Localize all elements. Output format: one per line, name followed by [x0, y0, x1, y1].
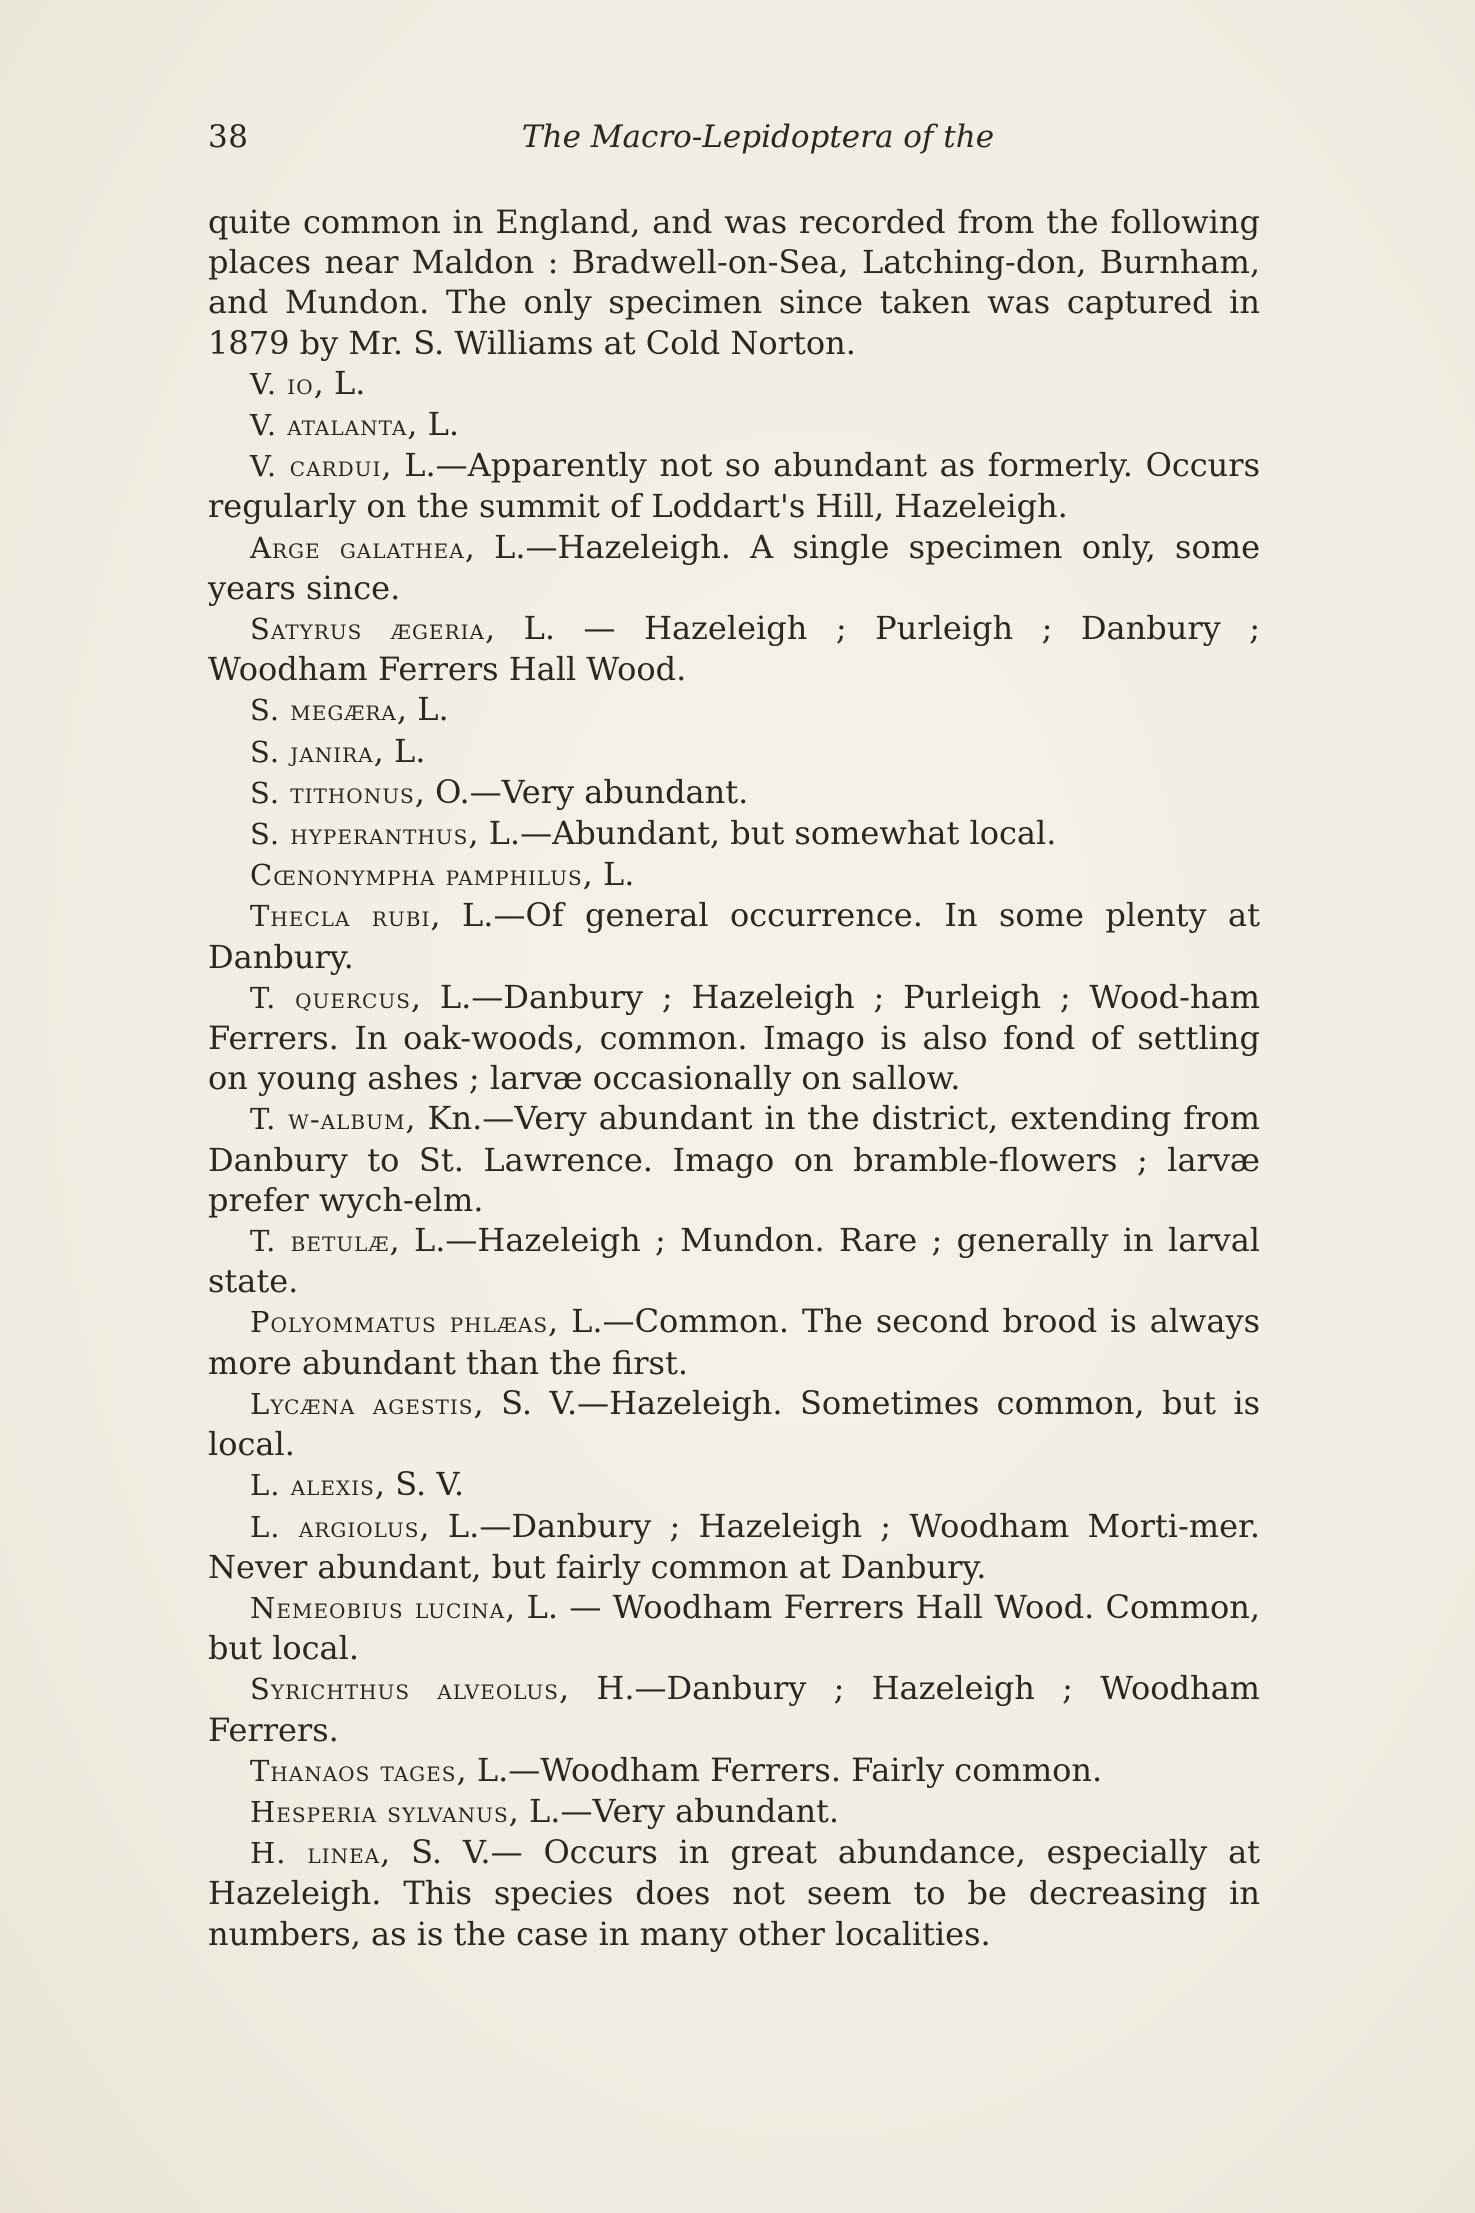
entry-text: , L.—Very abundant.: [508, 1791, 840, 1830]
entry-text: , L.—Common. The second brood is always more abundant than the first.: [208, 1302, 1261, 1382]
species-entry: [208, 527, 1260, 608]
entry-text: , L.: [373, 731, 426, 770]
species-entry: [208, 445, 1260, 526]
entry-text: , L.: [396, 690, 449, 729]
species-name: V. cardui: [250, 449, 382, 484]
entry-text: , L.: [582, 855, 635, 894]
entry-text: , L.: [313, 363, 366, 402]
species-name: S. hyperanthus: [250, 817, 469, 852]
species-name: Thanaos tages: [250, 1753, 457, 1788]
entry-text: , L.—Apparently not so abundant as formerly. Occurs regularly on the summit of Loddart's Hill, Hazeleigh.: [208, 446, 1261, 526]
species-name: S. tithonus: [250, 775, 415, 810]
entry-text: quite common in England, and was recorded from the following places near Maldon : Bradwell-on-Sea, Latching-don, Burnham, and Mundon. The only specimen since taken was captured in 1879 by Mr. S. Williams at Cold Norton.: [208, 203, 1260, 362]
entry-text: , L.: [407, 405, 460, 444]
species-entry: [208, 813, 1260, 854]
species-entry: [208, 1383, 1260, 1464]
species-entry: [208, 1301, 1260, 1382]
species-entry: [208, 1506, 1260, 1587]
species-name: Thecla rubi: [250, 899, 431, 934]
species-name: S. megæra: [250, 693, 397, 728]
entry-text: , L.—Danbury ; Hazeleigh ; Purleigh ; Wood-ham Ferrers. In oak-woods, common. Imago is also fond of settling on young ashes ; larvæ occasionally on sallow.: [208, 977, 1260, 1098]
species-name: L. argiolus: [250, 1509, 420, 1544]
entry-text: , L. — Hazeleigh ; Purleigh ; Danbury ; Woodham Ferrers Hall Wood.: [208, 609, 1261, 689]
species-entry: [208, 895, 1260, 976]
species-entry: [208, 689, 1260, 730]
entry-text: , Kn.—Very abundant in the district, extending from Danbury to St. Lawrence. Imago on bramble-flowers ; larvæ prefer wych-elm.: [208, 1099, 1260, 1219]
species-entry: [208, 772, 1260, 813]
entry-text: , S. V.: [374, 1465, 465, 1504]
species-entry: [208, 202, 1260, 363]
page-header: [208, 114, 1268, 160]
species-name: V. io: [250, 366, 314, 401]
species-entry: [208, 1750, 1260, 1791]
body-text: [208, 202, 1260, 1954]
entry-text: , L. — Woodham Ferrers Hall Wood. Common, but local.: [208, 1587, 1261, 1668]
species-entry: [208, 977, 1260, 1099]
running-title: The Macro-Lepidoptera of the: [521, 119, 995, 155]
species-entry: [208, 1791, 1260, 1832]
species-name: Syrichthus alveolus: [250, 1672, 559, 1707]
entry-text: , L.—Danbury ; Hazeleigh ; Woodham Morti-mer. Never abundant, but fairly common at Danbury.: [208, 1506, 1261, 1586]
species-name: S. janira: [250, 734, 374, 769]
species-entry: [208, 731, 1260, 772]
species-name: T. betulæ: [250, 1224, 390, 1259]
species-name: T. w-album: [250, 1102, 406, 1137]
species-name: Hesperia sylvanus: [250, 1794, 509, 1829]
page-number: 38: [208, 119, 249, 155]
species-name: Arge galathea: [250, 530, 465, 565]
entry-text: , S. V.— Occurs in great abundance, especially at Hazeleigh. This species does not seem to be decreasing in numbers, as is the case in many other localities.: [208, 1833, 1261, 1953]
species-entry: [208, 854, 1260, 895]
entry-text: , H.—Danbury ; Hazeleigh ; Woodham Ferrers.: [208, 1669, 1260, 1749]
entry-text: , L.—Hazeleigh. A single specimen only, some years since.: [208, 527, 1261, 607]
species-name: Nemeobius lucina: [250, 1590, 506, 1625]
species-entry: [208, 1668, 1260, 1749]
entry-text: , L.—Abundant, but somewhat local.: [468, 814, 1057, 853]
species-entry: [208, 1464, 1260, 1505]
species-name: Satyrus ægeria: [250, 612, 485, 647]
entry-text: , L.—Hazeleigh ; Mundon. Rare ; generally in larval state.: [208, 1221, 1261, 1301]
species-name: Polyommatus phlæas: [250, 1305, 549, 1340]
species-entry: [208, 1832, 1260, 1954]
species-name: Cœnonympha pamphilus: [250, 858, 583, 893]
species-name: Lycæna agestis: [250, 1386, 474, 1421]
species-entry: [208, 363, 1260, 404]
species-entry: [208, 1220, 1260, 1301]
species-name: T. quercus: [250, 980, 411, 1015]
entry-text: , O.—Very abundant.: [414, 772, 749, 811]
species-entry: [208, 1098, 1260, 1220]
species-name: V. atalanta: [250, 408, 408, 443]
entry-text: , L.—Woodham Ferrers. Fairly common.: [456, 1750, 1103, 1789]
species-name: L. alexis: [250, 1468, 375, 1503]
species-entry: [208, 1587, 1260, 1668]
species-name: H. linea: [250, 1836, 381, 1871]
entry-text: , L.—Of general occurrence. In some plenty at Danbury.: [208, 896, 1260, 976]
species-entry: [208, 404, 1260, 445]
species-entry: [208, 608, 1260, 689]
entry-text: , S. V.—Hazeleigh. Sometimes common, but is local.: [208, 1383, 1260, 1464]
